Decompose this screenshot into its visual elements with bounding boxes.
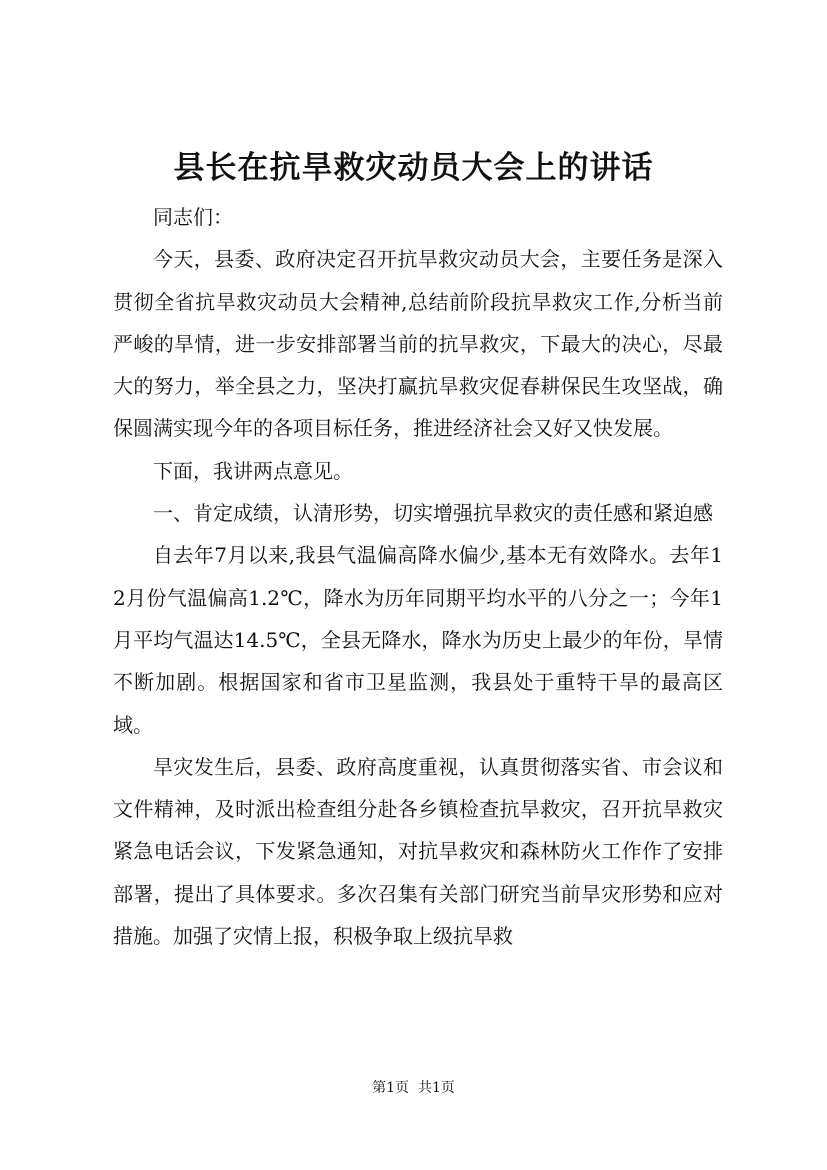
paragraph-outline: 下面，我讲两点意见。 xyxy=(153,458,353,483)
document-body xyxy=(113,196,723,957)
paragraph-weather: 自去年7月以来,我县气温偏高降水偏少,基本无有效降水。去年12月份气温偏高1.2℃，降水为历年同期平均水平的八分之一；今年1月平均气温达14.5℃，全县无降水，降水为历史上最少的年份，旱情不断加剧。根据国家和省市卫星监测，我县处于重特干旱的最高区域。 xyxy=(113,543,723,737)
section-heading-one: 一、肯定成绩，认清形势，切实增强抗旱救灾的责任感和紧迫感 xyxy=(153,501,713,526)
paragraph-response: 旱灾发生后，县委、政府高度重视，认真贯彻落实省、市会议和文件精神，及时派出检查组分赴各乡镇检查抗旱救灾，召开抗旱救灾紧急电话会议，下发紧急通知，对抗旱救灾和森林防火工作作了安排部署，提出了具体要求。多次召集有关部门研究当前旱灾形势和应对措施。加强了灾情上报，积极争取上级抗旱救 xyxy=(113,754,723,949)
page-number: 第1页 共1页 xyxy=(372,1080,455,1096)
paragraph-salutation: 同志们： xyxy=(153,205,233,229)
page-footer xyxy=(0,1078,827,1098)
paragraph-intro: 今天，县委、政府决定召开抗旱救灾动员大会，主要任务是深入贯彻全省抗旱救灾动员大会精神,总结前阶段抗旱救灾工作,分析当前严峻的旱情，进一步安排部署当前的抗旱救灾，下最大的决心，尽最大的努力，举全县之力，坚决打赢抗旱救灾促春耕保民生攻坚战，确保圆满实现今年的各项目标任务，推进经济社会又好又快发展。 xyxy=(113,247,723,441)
page-title: 县长在抗旱救灾动员大会上的讲话 xyxy=(173,150,654,186)
